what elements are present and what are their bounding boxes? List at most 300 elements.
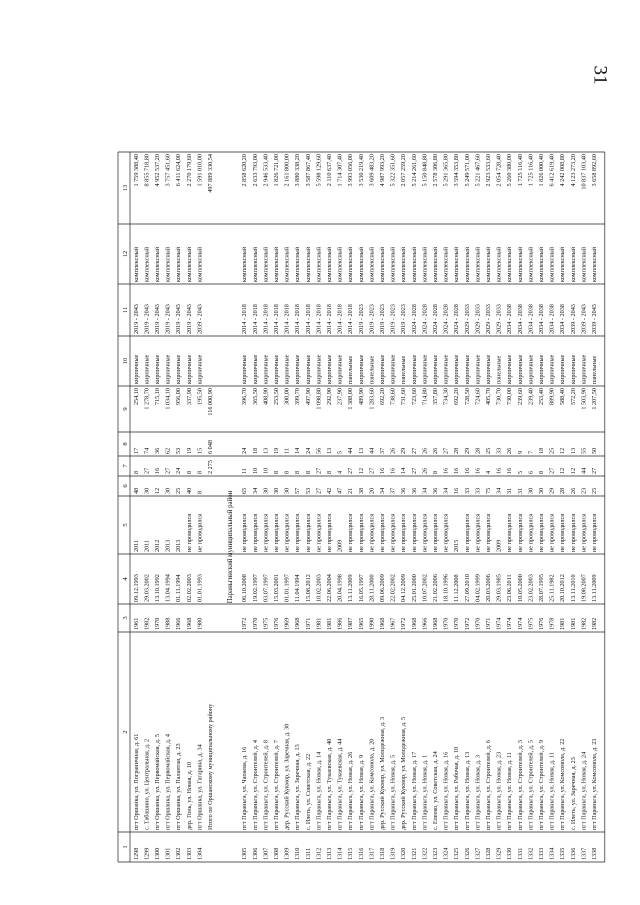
table-cell: 03.07.1997 <box>262 574 270 602</box>
table-cell: комплексный <box>474 246 482 282</box>
table-cell: комплексный <box>432 246 439 282</box>
table-cell: 1 283,60 <box>368 388 376 410</box>
table-cell: 10 <box>262 467 270 474</box>
table-cell: 12 <box>559 447 567 454</box>
table-cell: комплексный <box>591 246 598 282</box>
table-cell: 11 <box>283 448 291 454</box>
table-cell: 4 <box>336 470 344 474</box>
table-cell: 30 <box>538 487 545 494</box>
address-cell: пгт Параньга, ул. Новая, д. 13 <box>463 751 471 830</box>
table-cell: 23.02.2003 <box>527 574 535 602</box>
table-cell: кирпичные <box>569 354 577 384</box>
table-cell: 42 <box>326 487 333 494</box>
table-cell: 2 110 637,40 <box>326 154 333 187</box>
table-cell: 1 034,10 <box>164 388 172 410</box>
table-cell: 20 <box>368 487 376 494</box>
table-cell: 2014 - 2018 <box>294 304 302 334</box>
table-cell: 13 <box>326 447 333 454</box>
table-cell: 5 <box>516 470 524 474</box>
table-cell: 09.12.1993 <box>132 574 140 602</box>
table-cell: 2 578 306,80 <box>432 154 439 187</box>
table-cell: 2039 - 2043 <box>591 304 598 334</box>
table-cell: 53 <box>304 487 312 494</box>
table-cell: 1968 <box>432 617 439 630</box>
table-cell: 1330 <box>506 847 514 860</box>
table-cell: 27 <box>548 467 556 474</box>
table-cell: 889,90 <box>548 388 556 406</box>
table-cell: 1327 <box>474 847 482 860</box>
table-cell: 692,20 <box>453 388 461 406</box>
table-cell: 2029 - 2033 <box>495 304 503 334</box>
table-cell: 8 <box>196 490 204 494</box>
table-cell: 2019 - 2043 <box>185 304 193 334</box>
table-cell: 253,50 <box>273 388 280 406</box>
table-cell: 1319 <box>389 847 397 860</box>
column-header: 8 <box>122 442 129 446</box>
table-cell: 738,60 <box>389 388 397 406</box>
table-cell: 36 <box>400 487 408 494</box>
table-cell: кирпичные <box>357 354 365 384</box>
address-cell: пгт Параньга, ул. Новая, д. 3 <box>474 754 482 830</box>
table-cell: 1325 <box>453 847 461 860</box>
table-cell: кирпичные <box>485 354 492 384</box>
table-cell: 1320 <box>400 847 408 860</box>
table-cell: 1308 <box>273 847 280 860</box>
address-cell: пгт Параньга, ул. Комсомола, д. 20 <box>368 738 376 830</box>
table-cell: 34 <box>251 487 259 494</box>
table-cell: 396,70 <box>241 388 249 406</box>
table-cell: не проводился <box>591 513 598 552</box>
data-table <box>118 152 605 862</box>
table-cell: кирпичные <box>421 354 429 384</box>
table-cell: 1974 <box>516 617 524 630</box>
table-cell: 10 <box>251 467 259 474</box>
table-cell: 724,60 <box>474 388 482 406</box>
table-cell: 1321 <box>410 847 418 860</box>
table-cell: 16 <box>453 467 461 474</box>
table-cell: 2011 <box>143 539 151 552</box>
section-title: Параньгинский муниципальный район <box>226 490 234 604</box>
table-cell: 2019 - 2023 <box>379 304 386 334</box>
table-cell: панельные <box>400 355 408 384</box>
table-cell: 16 <box>474 467 482 474</box>
table-cell: 13.11.2009 <box>591 574 598 602</box>
table-cell: 01.11.1994 <box>175 574 183 602</box>
table-cell: 16 <box>506 467 514 474</box>
table-cell: 1978 <box>548 617 556 630</box>
table-cell: 8 <box>326 470 333 474</box>
table-cell: не проводился <box>368 513 376 552</box>
table-cell: 1990 <box>368 617 376 630</box>
address-cell: пгт Параньга, ул. Строителей, д. 6 <box>485 739 492 830</box>
table-cell: 1310 <box>294 847 302 860</box>
table-cell: комплексный <box>196 246 204 282</box>
table-cell: 2013 <box>164 539 172 552</box>
table-cell: 2034 - 2038 <box>506 304 514 334</box>
table-cell: 1988 <box>164 617 172 630</box>
table-cell: 1315 <box>347 847 355 860</box>
table-cell: 47 <box>336 487 344 494</box>
table-cell: не проводился <box>474 513 482 552</box>
table-cell: не проводился <box>294 513 302 552</box>
table-cell: 31 <box>516 487 524 494</box>
table-cell: 27 <box>143 467 151 474</box>
table-cell: комплексный <box>143 246 151 282</box>
table-cell: 572,20 <box>569 388 577 406</box>
table-cell: кирпичные <box>132 354 140 384</box>
column-header: 2 <box>122 730 129 734</box>
table-cell: 37 <box>379 447 386 454</box>
table-cell: 06.10.2008 <box>241 574 249 602</box>
table-cell: 6 <box>527 470 535 474</box>
table-cell: не проводился <box>379 513 386 552</box>
table-cell: 34 <box>379 487 386 494</box>
address-cell: пгт Параньга, ул. Строителей, д. 9 <box>538 739 545 830</box>
address-cell: пгт Оршанка, ул. Первомайская, д. 4 <box>164 733 172 830</box>
table-cell: комплексный <box>241 246 249 282</box>
table-cell: 13 <box>262 447 270 454</box>
table-cell: 4 242 008,80 <box>559 154 567 187</box>
table-cell: кирпичные <box>432 354 439 384</box>
table-cell: 44 <box>580 467 588 474</box>
table-cell: 1968 <box>379 617 386 630</box>
table-cell: 9 <box>516 450 524 454</box>
table-cell: 2 275 <box>207 460 214 474</box>
table-cell: кирпичные <box>175 354 183 384</box>
table-cell: 1971 <box>304 617 312 630</box>
table-cell: 2014 - 2018 <box>304 304 312 334</box>
table-cell: кирпичные <box>315 354 323 384</box>
address-cell: пгт Оршанка, ул. Пограничная, д. 61 <box>132 733 140 830</box>
table-cell: 31 <box>506 487 514 494</box>
address-cell: пгт Параньга, ул. Строителей, д. 8 <box>262 739 270 830</box>
table-cell: не проводился <box>463 513 471 552</box>
table-cell: комплексный <box>527 246 535 282</box>
table-cell: 2014 - 2018 <box>347 304 355 334</box>
table-cell: 1334 <box>548 847 556 860</box>
column-header: 12 <box>122 250 129 258</box>
table-cell: 15.03.2001 <box>273 574 280 602</box>
table-cell: 715,10 <box>154 388 161 406</box>
table-cell: 2019 - 2023 <box>389 304 397 334</box>
table-cell: 2 946 533,40 <box>262 154 270 187</box>
table-cell: 1976 <box>273 617 280 630</box>
table-cell: 22.06.2004 <box>326 574 333 602</box>
table-cell: кирпичные <box>196 354 204 384</box>
table-cell: 20.03.2006 <box>485 574 492 602</box>
table-cell: 3 993 056,00 <box>347 154 355 187</box>
table-cell: 1 725 116,40 <box>527 154 535 187</box>
table-cell: кирпичные <box>294 354 302 384</box>
table-cell: комплексный <box>368 246 376 282</box>
table-cell: 13.04.1994 <box>164 574 172 602</box>
column-header: 13 <box>122 184 129 192</box>
table-cell: 1312 <box>315 847 323 860</box>
table-cell: 1 388,00 <box>347 388 355 410</box>
table-cell: 2015 <box>453 539 461 552</box>
table-cell: 1970 <box>442 617 450 630</box>
table-cell: 1 278,70 <box>143 388 151 410</box>
table-cell: 3 594 353,80 <box>453 154 461 187</box>
table-cell: 13.11.2009 <box>347 574 355 602</box>
address-cell: пгт Параньга, ул. Новая, д. 5 <box>389 754 397 830</box>
table-cell: 16 <box>154 467 161 474</box>
table-cell: не проводился <box>196 513 204 552</box>
table-cell: панельные <box>347 355 355 384</box>
table-cell: комплексный <box>336 246 344 282</box>
table-cell: кирпичные <box>559 354 567 384</box>
table-cell: 2024 - 2028 <box>432 304 439 334</box>
table-cell: 20.04.1998 <box>336 574 344 602</box>
table-cell: 75 <box>485 487 492 494</box>
table-cell: панельные <box>368 355 376 384</box>
table-cell: 1311 <box>304 847 312 860</box>
table-cell: 2024 - 2028 <box>453 304 461 334</box>
column-header: 5 <box>122 523 129 527</box>
table-cell: 15.08.2012 <box>304 574 312 602</box>
table-cell: 730,70 <box>495 388 503 406</box>
table-cell: 37 <box>389 487 397 494</box>
table-cell: 1972 <box>400 617 408 630</box>
table-cell: 27 <box>442 447 450 454</box>
table-cell: 25 <box>175 487 183 494</box>
table-cell: 44 <box>368 447 376 454</box>
table-cell: 237,90 <box>336 388 344 406</box>
table-cell: 11.04.1994 <box>294 574 302 602</box>
table-cell: не проводился <box>326 513 333 552</box>
table-cell: 8 <box>538 470 545 474</box>
table-cell: 2019 - 2043 <box>164 304 172 334</box>
table-cell: 10.05.2000 <box>516 574 524 602</box>
table-cell: не проводился <box>283 513 291 552</box>
table-cell: 53 <box>175 447 183 454</box>
table-cell: 16 <box>442 467 450 474</box>
table-cell: 57 <box>294 487 302 494</box>
table-cell: комплексный <box>175 246 183 282</box>
table-cell: комплексный <box>453 246 461 282</box>
table-cell: 2024 - 2028 <box>442 304 450 334</box>
table-cell: не проводился <box>516 513 524 552</box>
table-cell: 2014 - 2018 <box>262 304 270 334</box>
table-cell: кирпичные <box>442 354 450 384</box>
table-cell: 29 <box>400 447 408 454</box>
table-cell: 1965 <box>357 617 365 630</box>
table-cell: 62 <box>164 447 172 454</box>
table-cell: 1970 <box>154 617 161 630</box>
column-header: 6 <box>122 484 129 488</box>
table-cell: 33 <box>495 447 503 454</box>
table-cell: 1336 <box>569 847 577 860</box>
address-cell: дер. Гонь, ул. Новая, д. 10 <box>185 762 193 830</box>
table-cell: не проводился <box>580 513 588 552</box>
table-cell: 24 <box>241 447 249 454</box>
table-cell: кирпичные <box>326 354 333 384</box>
table-cell: 2029 - 2033 <box>463 304 471 334</box>
table-cell: кирпичные <box>389 354 397 384</box>
address-cell: пгт Оршанка, ул. Гагарина, д. 34 <box>196 744 204 830</box>
table-cell: 1 826 721,00 <box>273 154 280 187</box>
table-cell: не проводился <box>185 513 193 552</box>
table-cell: не проводился <box>410 513 418 552</box>
table-cell: 6 048 <box>207 440 214 454</box>
table-cell: 12 <box>154 487 161 494</box>
table-cell: 2 633 793,00 <box>251 154 259 187</box>
table-cell: 5 598 129,60 <box>315 154 323 187</box>
table-cell: 1981 <box>315 617 323 630</box>
table-cell: 2 923 533,60 <box>485 154 492 187</box>
table-cell: 4 123 273,20 <box>569 154 577 187</box>
table-cell: кирпичные <box>580 354 588 384</box>
table-cell: 1301 <box>164 847 172 860</box>
table-cell: 28.11.2000 <box>368 574 376 602</box>
table-cell: 1 826 000,40 <box>538 154 545 187</box>
table-cell: 5 150 848,80 <box>421 154 429 187</box>
table-cell: не проводился <box>559 513 567 552</box>
table-cell: 3 658 892,60 <box>591 154 598 187</box>
table-cell: 1323 <box>432 847 439 860</box>
table-cell: 8 <box>185 470 193 474</box>
table-cell: 28.07.1995 <box>538 574 545 602</box>
table-cell: 16 <box>453 487 461 494</box>
table-cell: кирпичные <box>262 354 270 384</box>
table-cell: 405,70 <box>485 388 492 406</box>
address-cell: пгт Параньга, ул. Новая, д. 16 <box>442 751 450 830</box>
table-cell: 1974 <box>506 617 514 630</box>
table-cell: 12 <box>569 467 577 474</box>
table-cell: 11 <box>241 468 249 474</box>
table-cell: 26 <box>569 487 577 494</box>
table-cell: 23 <box>580 487 588 494</box>
table-cell: 1314 <box>336 847 344 860</box>
table-cell: комплексный <box>538 246 545 282</box>
table-cell: кирпичные <box>336 354 344 384</box>
table-cell: 8 <box>196 470 204 474</box>
address-cell: пгт Параньга, ул. Тукаевская, д. 44 <box>336 738 344 830</box>
address-cell: пгт Оршанка, ул. Первомайская, д. 5 <box>154 733 161 830</box>
table-cell: комплексный <box>347 246 355 282</box>
table-cell: 5 260 380,00 <box>506 154 514 187</box>
table-cell: 357,80 <box>432 388 439 406</box>
table-cell: 8 <box>294 470 302 474</box>
table-cell: панельные <box>591 355 598 384</box>
table-cell: 723,60 <box>410 388 418 406</box>
table-cell: 1975 <box>527 617 535 630</box>
table-cell: 1971 <box>485 617 492 630</box>
table-cell: 34 <box>421 487 429 494</box>
table-cell: не проводился <box>548 513 556 552</box>
table-cell: комплексный <box>304 246 312 282</box>
table-cell: 8 <box>283 470 291 474</box>
page-number: 31 <box>589 65 611 85</box>
table-cell: 2024 - 2028 <box>410 304 418 334</box>
address-cell: пгт Параньга, ул. Новая, д. 1 <box>421 754 429 830</box>
table-cell: 1329 <box>495 847 503 860</box>
table-cell: не проводился <box>569 513 577 552</box>
table-cell: 2029 - 2033 <box>485 304 492 334</box>
table-cell: 1332 <box>527 847 535 860</box>
table-cell: 2011 <box>132 539 140 552</box>
table-cell: не проводился <box>273 513 280 552</box>
table-cell: 26 <box>421 467 429 474</box>
table-cell: 16.05.1997 <box>357 574 365 602</box>
table-cell: кирпичные <box>304 354 312 384</box>
table-cell: 10.07.2002 <box>421 574 429 602</box>
table-cell: 3 587 867,40 <box>304 154 312 187</box>
table-cell: 1338 <box>591 847 598 860</box>
table-cell: комплексный <box>548 246 556 282</box>
address-cell: пгт Параньга, ул. Строителей, д. 5 <box>527 739 535 830</box>
table-cell: 2019 - 2043 <box>143 304 151 334</box>
address-cell: пгт Параньга, ул. Строителей, д. 3 <box>516 739 524 830</box>
address-cell: пгт Параньга, ул. Строителей, д. 4 <box>251 739 259 830</box>
table-cell: 730,00 <box>506 388 514 406</box>
table-cell: 195,50 <box>196 388 204 406</box>
column-header: 1 <box>122 845 129 849</box>
address-cell: Итого по Оршанскому муниципальному району <box>207 703 214 830</box>
table-cell: 1974 <box>495 617 503 630</box>
table-cell: 489,90 <box>357 388 365 406</box>
address-cell: с. Илеть, ул. Заречная, д. 23 <box>569 757 577 830</box>
table-cell: 2024 - 2028 <box>421 304 429 334</box>
table-cell: 12 <box>559 467 567 474</box>
address-cell: пгт Параньга, ул. Новая, д. 23 <box>495 751 503 830</box>
table-cell: 408,90 <box>262 388 270 406</box>
table-cell: 1322 <box>421 847 429 860</box>
table-cell: 1309 <box>283 847 291 860</box>
address-cell: пгт Параньга, ул. Новая, д. 17 <box>410 751 418 830</box>
table-cell: 19 <box>273 447 280 454</box>
table-cell: 44 <box>347 447 355 454</box>
column-header: 7 <box>122 464 129 468</box>
table-cell: 1318 <box>379 847 386 860</box>
table-cell: 25 <box>591 487 598 494</box>
table-cell: 956,00 <box>175 388 183 406</box>
table-cell: 2009 <box>495 539 503 552</box>
table-cell: 30 <box>164 487 172 494</box>
table-cell: 2 161 800,00 <box>283 154 291 187</box>
table-cell: 292,90 <box>326 388 333 406</box>
table-cell: 337,90 <box>185 388 193 406</box>
table-cell: 29.03.2002 <box>143 574 151 602</box>
table-cell: 25 <box>548 447 556 454</box>
table-cell: 8 855 718,80 <box>143 154 151 187</box>
table-cell: 1970 <box>474 617 482 630</box>
table-cell: 13 <box>357 447 365 454</box>
table-cell: 1305 <box>241 847 249 860</box>
table-cell: 13 <box>569 447 577 454</box>
table-cell: 01.01.1997 <box>283 574 291 602</box>
table-cell: кирпичные <box>251 354 259 384</box>
table-cell: 6 412 619,40 <box>548 154 556 187</box>
table-cell: 13.11.2010 <box>569 574 577 602</box>
table-cell: 8 <box>132 470 140 474</box>
address-cell: пгт Параньга, ул. Строителей, д. 7 <box>273 739 280 830</box>
address-cell: пгт Параньга, ул. Новая, д. 11 <box>506 752 514 830</box>
table-cell: 2014 - 2018 <box>241 304 249 334</box>
table-cell: комплексный <box>485 246 492 282</box>
address-cell: пгт Параньга, ул. Новая, д. 26 <box>347 751 355 830</box>
table-cell: 692,20 <box>379 388 386 406</box>
table-cell: комплексный <box>326 246 333 282</box>
table-cell: 2039 - 2043 <box>196 304 204 334</box>
table-cell: 10.02.2003 <box>315 574 323 602</box>
table-cell: 1982 <box>591 617 598 630</box>
table-cell: 19.08.2007 <box>580 574 588 602</box>
table-cell: 26 <box>421 447 429 454</box>
table-cell: 2009 <box>336 539 344 552</box>
table-cell: 399,70 <box>294 388 302 406</box>
address-cell: пгт Оршанка, ул. Палантая, д. 23 <box>175 743 183 830</box>
